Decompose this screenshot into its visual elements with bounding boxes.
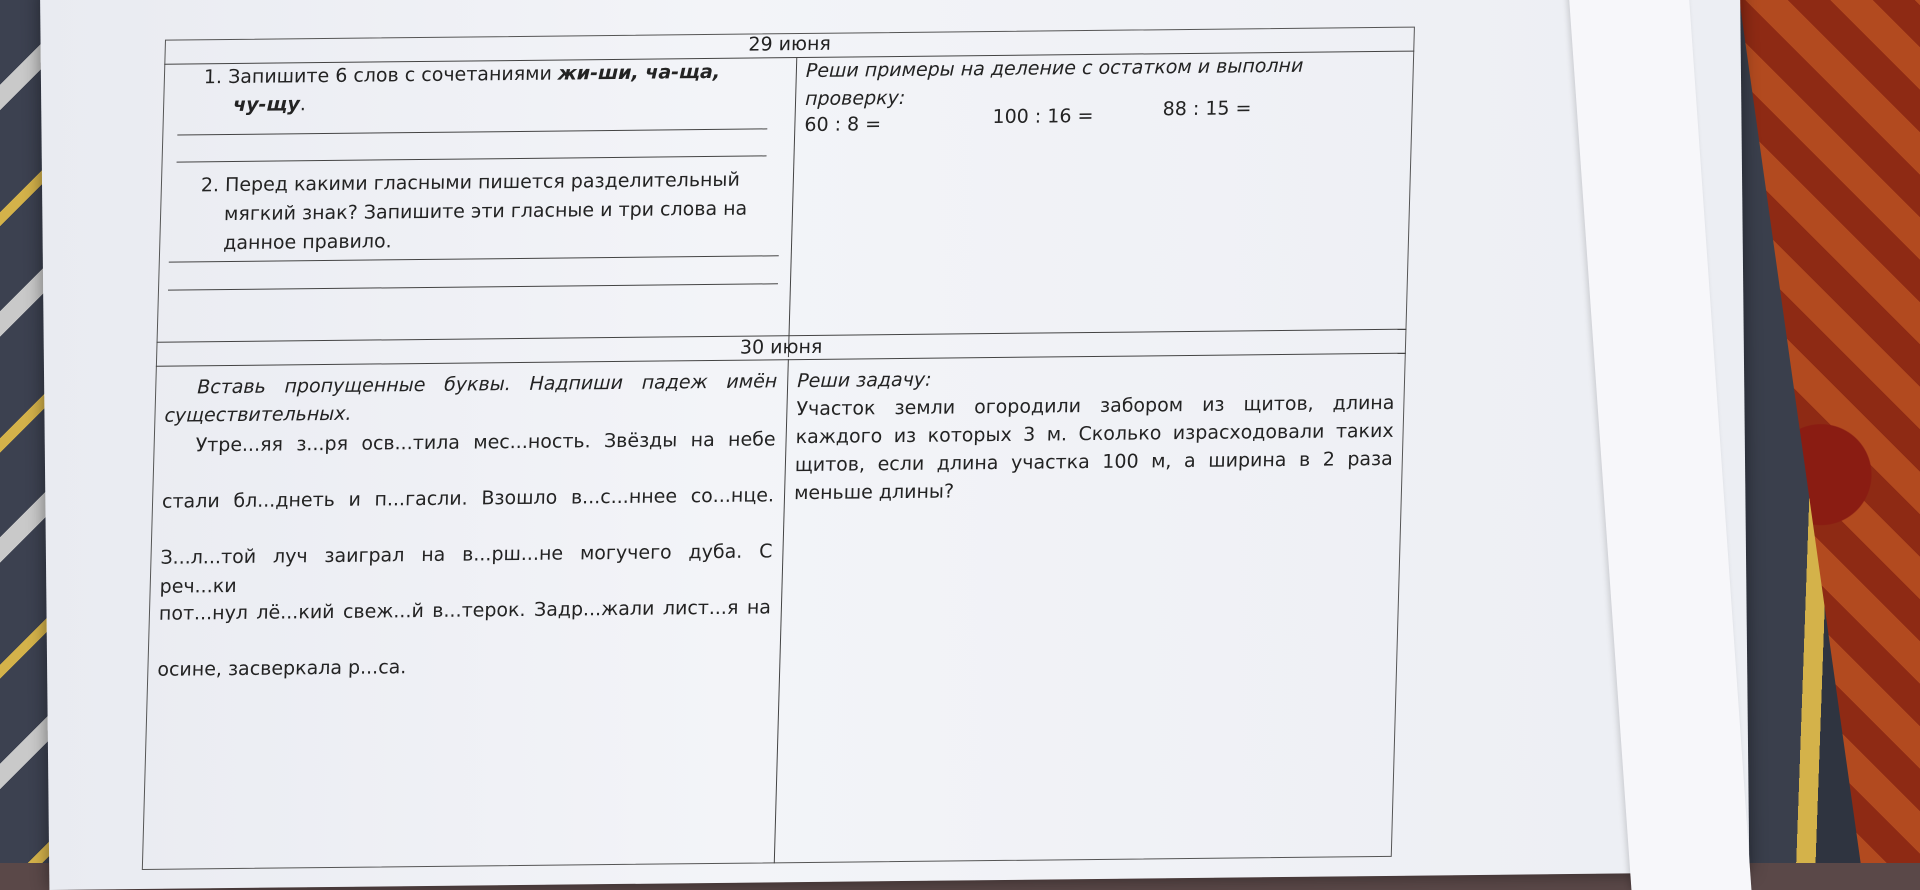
math-heading-1: Реши примеры на деление с остатком и выполни [805, 54, 1304, 82]
russian-instruction-2: существительных. [164, 402, 352, 427]
russian-paragraph-4: пот...нул лё...кий свеж...й в...терок. Задр...жали лист...я на [158, 596, 772, 625]
russian-paragraph-1: Утре...яя з...ря осв...тила мес...ность. Звёзды на небе [195, 428, 776, 457]
task-2-line-1: Перед какими гласными пишется разделительный [224, 168, 741, 197]
task-1-cont [233, 90, 307, 120]
russian-instruction-1: Вставь пропущенные буквы. Надпиши падеж имён [196, 370, 778, 399]
worksheet-table [112, 26, 1475, 860]
date-header-2: 30 июня [739, 335, 823, 359]
task-1 [204, 57, 775, 92]
task-2-line-2: мягкий знак? Запишите эти гласные и три слова на [223, 197, 748, 226]
task-1-bold-2: чу-щу [232, 93, 301, 116]
task-2-number: 2. [200, 174, 220, 197]
math-example-2: 100 : 16 = [992, 104, 1094, 129]
russian-paragraph-5: осине, засверкала р...са. [157, 656, 407, 681]
task-1-text: Запишите 6 слов с сочетаниями [227, 62, 559, 89]
problem-line-2: каждого из которых 3 м. Сколько израсходовали таких [795, 419, 1394, 449]
date-header-1: 29 июня [748, 32, 832, 56]
russian-paragraph-3: З...л...той луч заиграл на в...рш...не могучего дуба. С реч...ки [159, 540, 773, 598]
math-example-3: 88 : 15 = [1162, 97, 1252, 121]
problem-line-1: Участок земли огородили забором из щитов, длина [796, 391, 1395, 421]
problem-line-4: меньше длины? [793, 480, 955, 505]
math-example-1: 60 : 8 = [804, 113, 882, 136]
problem-heading: Реши задачу: [796, 368, 932, 393]
task-1-bold: жи-ши, ча-ща, [557, 60, 721, 85]
math-heading-2: проверку: [804, 86, 906, 110]
problem-line-3: щитов, если длина участка 100 м, а ширина в 2 раза [794, 447, 1394, 477]
russian-paragraph-2: стали бл...днеть и п...гасли. Взошло в...с...ннее со...нце. [161, 484, 775, 513]
task-1-period: . [299, 93, 307, 116]
task-2-line-3: данное правило. [222, 230, 393, 255]
task-1-number: 1. [203, 66, 223, 89]
task-2 [199, 165, 781, 258]
